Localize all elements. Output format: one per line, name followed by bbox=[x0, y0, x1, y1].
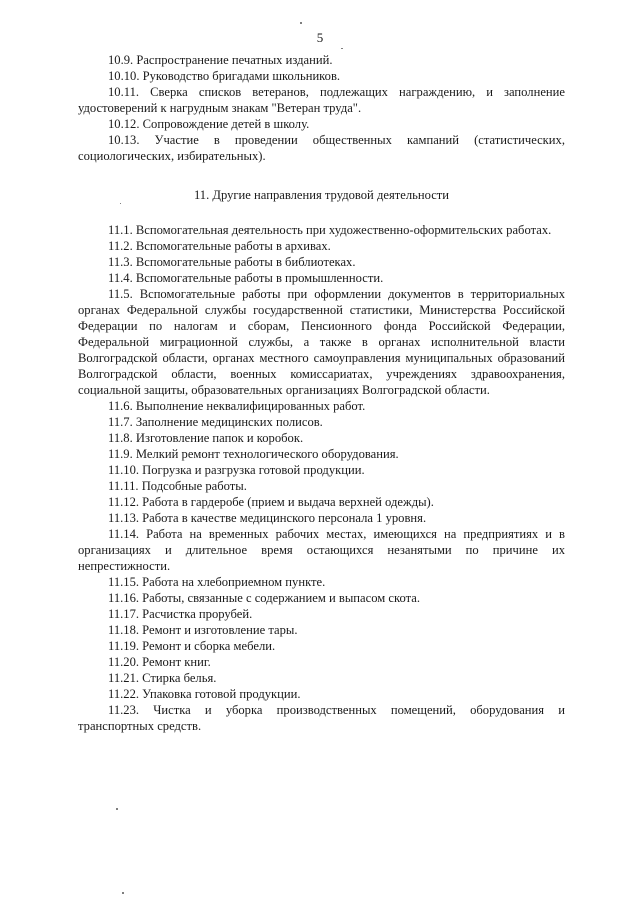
list-item: 10.9. Распространение печатных изданий. bbox=[108, 53, 333, 67]
list-item: 11.2. Вспомогательные работы в архивах. bbox=[108, 239, 331, 253]
list-item: 11.6. Выполнение неквалифицированных работ. bbox=[108, 399, 366, 413]
scan-speck bbox=[341, 48, 343, 49]
list-item: 11.18. Ремонт и изготовление тары. bbox=[108, 623, 298, 637]
list-item: 10.13. Участие в проведении общественных кампаний (статистических, социологических, избирательных). bbox=[78, 133, 565, 163]
list-item: 11.4. Вспомогательные работы в промышленности. bbox=[108, 271, 384, 285]
list-item: 10.11. Сверка списков ветеранов, подлежащих награждению, и заполнение удостоверений к нагрудным знакам "Ветеран труда". bbox=[78, 85, 565, 115]
list-item: 11.16. Работы, связанные с содержанием и выпасом скота. bbox=[108, 591, 420, 605]
list-item: 11.17. Расчистка прорубей. bbox=[108, 607, 253, 621]
list-item: 11.19. Ремонт и сборка мебели. bbox=[108, 639, 276, 653]
section-11-list bbox=[78, 222, 565, 734]
list-item: 11.14. Работа на временных рабочих местах, имеющихся на предприятиях и в организациях и длительное время остающихся незанятыми по причине их непрестижности. bbox=[78, 527, 565, 573]
list-item: 11.20. Ремонт книг. bbox=[108, 655, 211, 669]
list-item: 11.10. Погрузка и разгрузка готовой продукции. bbox=[108, 463, 365, 477]
scan-speck bbox=[116, 808, 118, 810]
list-item: 11.23. Чистка и уборка производственных помещений, оборудования и транспортных средств. bbox=[78, 703, 565, 733]
list-item: 11.9. Мелкий ремонт технологического оборудования. bbox=[108, 447, 399, 461]
scan-speck bbox=[122, 892, 124, 894]
list-item: 11.13. Работа в качестве медицинского персонала 1 уровня. bbox=[108, 511, 427, 525]
list-item: 11.11. Подсобные работы. bbox=[108, 479, 247, 493]
list-item: 11.3. Вспомогательные работы в библиотеках. bbox=[108, 255, 356, 269]
list-item: 10.12. Сопровождение детей в школу. bbox=[108, 117, 310, 131]
list-item: 11.7. Заполнение медицинских полисов. bbox=[108, 415, 323, 429]
list-item: 10.10. Руководство бригадами школьников. bbox=[108, 69, 341, 83]
list-item: 11.22. Упаковка готовой продукции. bbox=[108, 687, 301, 701]
section-11-title: 11. Другие направления трудовой деятельности bbox=[193, 188, 450, 202]
list-item: 11.12. Работа в гардеробе (прием и выдача верхней одежды). bbox=[108, 495, 434, 509]
section-10-list bbox=[78, 52, 565, 164]
list-item: 11.5. Вспомогательные работы при оформлении документов в территориальных органах Федеральной службы государственной статистики, Министерства Российской Федерации по налогам и сборам, Пенсионного фонда Российской Федерации, Федеральной миграционной службы, а также в органах исполнительной власти Волгоградской области, органах местного самоуправления муниципальных образований Волгоградской области, военных комиссариатах, учреждениях здравоохранения, социальной защиты, образовательных организациях Волгоградской области. bbox=[78, 287, 565, 397]
list-item: 11.1. Вспомогательная деятельность при художественно-оформительских работах. bbox=[108, 223, 552, 237]
list-item: 11.15. Работа на хлебоприемном пункте. bbox=[108, 575, 326, 589]
page-number: 5 bbox=[316, 30, 324, 45]
document-body bbox=[78, 52, 565, 734]
scan-speck bbox=[300, 22, 302, 24]
list-item: 11.21. Стирка белья. bbox=[108, 671, 217, 685]
list-item: 11.8. Изготовление папок и коробок. bbox=[108, 431, 304, 445]
scan-speck bbox=[120, 203, 121, 204]
